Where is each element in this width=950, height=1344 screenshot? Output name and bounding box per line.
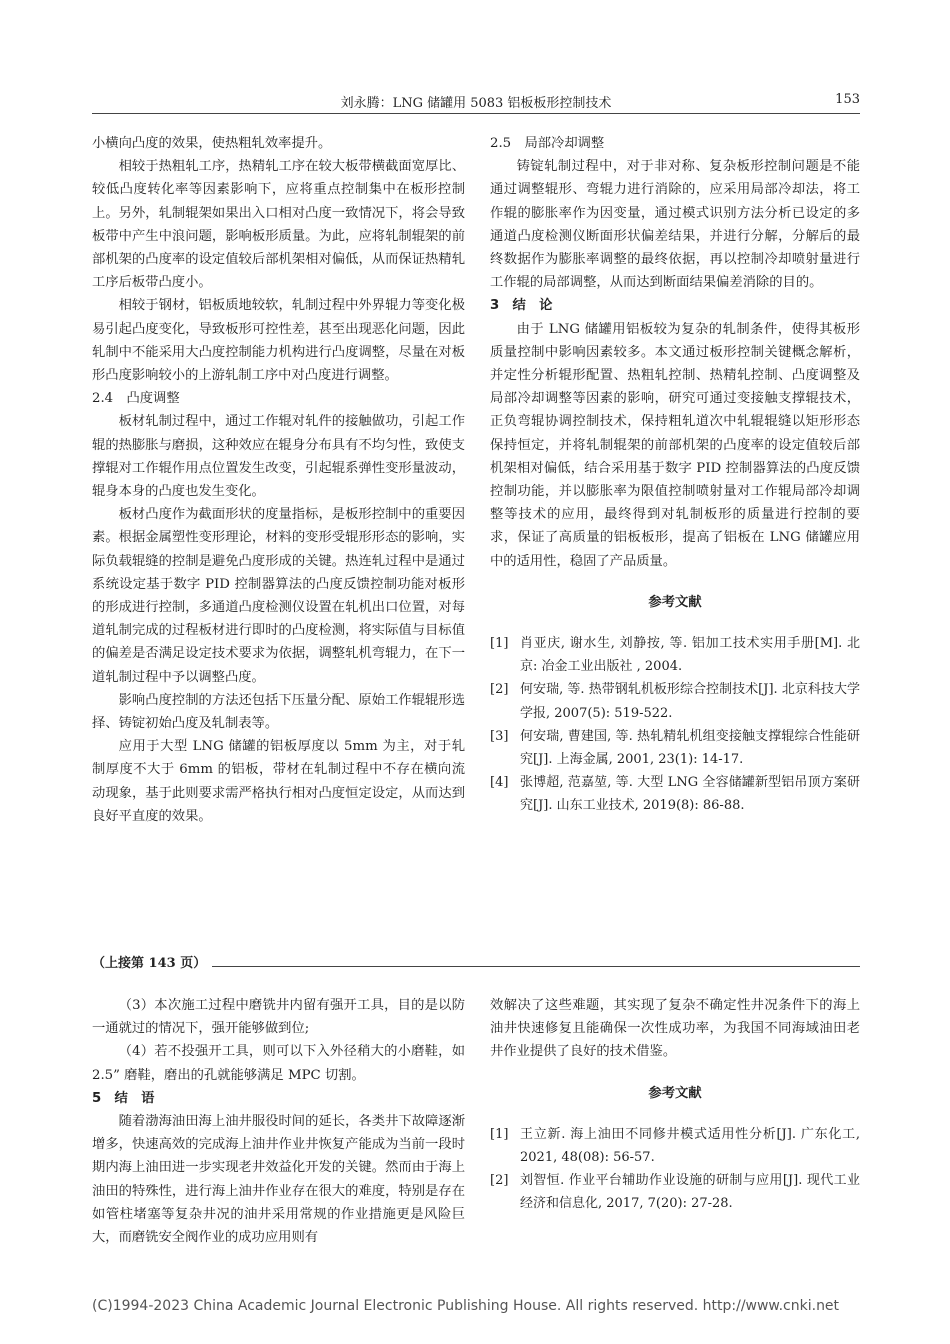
paragraph: 由于 LNG 储罐用铝板较为复杂的轧制条件，使得其板形质量控制中影响因素较多。本文通过板形控制关键概念解析，并定性分析辊形配置、热粗轧控制、热精轧控制、凸度调整及局部冷却调整等因素的影响，研究可通过变接触支撑辊技术，正负弯辊协调控制技术，保持粗轧道次中轧辊辊缝以矩形形态保持恒定，并将轧制辊架的前部机架的凸度率的设定值较后部机架相对偏低，结合采用基于数字 PID 控制器算法的凸度反馈控制功能，并以膨胀率为限值控制喷射量对工作辊局部冷却调整等技术的应用，最终得到对轧制板形的质量进行控制的要求，保证了高质量的铝板板形，提高了铝板在 LNG 储罐应用中的适用性，稳固了产品质量。 [490, 321, 860, 569]
reference-text: 张博超, 范嘉堃, 等. 大型 LNG 全容储罐新型铝吊顶方案研究[J]. 山东工业技术, 2019(8): 86-88. [520, 775, 860, 814]
reference-item [490, 725, 860, 771]
paragraph: 板材凸度作为截面形状的度量指标，是板形控制中的重要因素。根据金属塑性变形理论，材料的变形受辊形形态的影响，实际负载辊缝的控制是避免凸度形成的关键。热连轧过程中是通过系统设定基于数字 PID 控制器算法的凸度反馈控制功能对板形的形成进行控制，多通道凸度检测仪设置在轧机出口位置，对每道轧制完成的过程板材进行即时的凸度检测，将实际值与目标值的偏差是否满足设定技术要求为依据，调整轧机弯辊力，在下一道轧制过程中予以调整凸度。 [92, 507, 465, 685]
paragraph: （3）本次施工过程中磨铣井内留有强开工具，目的是以防一通就过的情况下，强开能够做到位; [92, 998, 465, 1037]
reference-text: 何安瑞, 等. 热带钢轧机板形综合控制技术[J]. 北京科技大学学报, 2007(5): 519-522. [520, 682, 860, 721]
reference-number: [2] [490, 682, 509, 698]
paragraph: 影响凸度控制的方法还包括下压量分配、原始工作辊辊形选择、铸锭初始凸度及轧制表等。 [92, 692, 465, 732]
left-column-top [92, 132, 465, 828]
references-title: 参考文献 [648, 1085, 702, 1101]
reference-text: 刘智恒. 作业平台辅助作业设施的研制与应用[J]. 现代工业经济和信息化, 2017, 7(20): 27-28. [520, 1173, 860, 1212]
continuation-rule [197, 966, 860, 967]
paragraph: 相较于热粗轧工序，热精轧工序在较大板带横截面宽厚比、较低凸度转化率等因素影响下，应将重点控制集中在板形控制上。另外，轧制辊架如果出入口相对凸度一致情况下，将会导致板带中产生中浪问题，影响板形质量。为此，应将轧制辊架的前部机架的凸度率的设定值较后部机架相对偏低，从而保证热精轧工序后板带凸度小。 [92, 159, 465, 291]
reference-text: 王立新. 海上油田不同修井模式适用性分析[J]. 广东化工, 2021, 48(08): 56-57. [520, 1126, 860, 1166]
section-heading-2-4: 2.4 凸度调整 [92, 391, 180, 407]
copyright-footer: (C)1994-2023 China Academic Journal Electronic Publishing House. All rights reserved. http://www.cnki.net [92, 1298, 840, 1314]
paragraph: 小横向凸度的效果，使热粗轧效率提升。 [92, 136, 332, 151]
running-header-title: 刘永腾：LNG 储罐用 5083 铝板板形控制技术 [340, 96, 612, 111]
paragraph: 效解决了这些难题，其实现了复杂不确定性井况条件下的海上油井快速修复且能确保一次性成功率，为我国不同海域油田老井作业提供了良好的技术借鉴。 [490, 998, 860, 1060]
right-column-bottom [490, 994, 860, 1216]
references-title: 参考文献 [648, 594, 702, 610]
reference-text: 肖亚庆, 谢水生, 刘静按, 等. 铝加工技术实用手册[M]. 北京: 冶金工业出版社 , 2004. [520, 636, 860, 675]
paragraph: 相较于钢材，铝板质地较软，轧制过程中外界辊力等变化极易引起凸度变化，导致板形可控性差，甚至出现恶化问题，因此轧制中不能采用大凸度控制能力机构进行凸度调整，尽量在对板形凸度影响较小的上游轧制工序中对凸度进行调整。 [92, 298, 465, 384]
right-column-top [490, 132, 860, 818]
running-header [92, 90, 860, 114]
paragraph: 随着渤海油田海上油井服役时间的延长，各类井下故障逐渐增多，快速高效的完成海上油井作业井恢复产能成为当前一段时期内海上油田进一步实现老井效益化开发的关键。然而由于海上油田的特殊性，进行海上油井作业存在很大的难度，特别是存在如管柱堵塞等复杂井况的油井采用常规的作业措施更是风险巨大，而磨铣安全阀作业的成功应用则有 [92, 1114, 465, 1246]
reference-number: [1] [490, 636, 509, 652]
reference-number: [3] [490, 728, 509, 744]
left-column-bottom [92, 994, 465, 1249]
section-heading-conclusion: 3 结 论 [490, 298, 553, 314]
reference-number: [1] [490, 1126, 509, 1142]
continuation-marker [92, 952, 860, 972]
page-number: 153 [835, 92, 860, 107]
reference-item [490, 1169, 860, 1215]
reference-item [490, 678, 860, 724]
paragraph: 应用于大型 LNG 储罐的铝板厚度以 5mm 为主，对于轧制厚度不大于 6mm 的铝板，带材在轧制过程中不存在横向流动现象，基于此则要求需严格执行相对凸度恒定设定，从而达到良好平直度的效果。 [92, 739, 465, 824]
continuation-label: （上接第 143 页） [92, 952, 212, 971]
reference-text: 何安瑞, 曹建国, 等. 热轧精轧机组变接触支撑辊综合性能研究[J]. 上海金属, 2001, 23(1): 14-17. [520, 728, 860, 768]
paragraph: 板材轧制过程中，通过工作辊对轧件的接触做功，引起工作辊的热膨胀与磨损，这种效应在辊身分布具有不均匀性，致使支撑辊对工作辊作用点位置发生改变，引起辊系弹性变形量波动，辊身本身的凸度也发生变化。 [92, 414, 465, 500]
reference-item [490, 1123, 860, 1169]
section-heading-5: 5 结 语 [92, 1090, 155, 1106]
section-heading-2-5: 2.5 局部冷却调整 [490, 136, 605, 151]
reference-item [490, 632, 860, 678]
paragraph: 铸锭轧制过程中，对于非对称、复杂板形控制问题是不能通过调整辊形、弯辊力进行消除的，应采用局部冷却法，将工作辊的膨胀率作为因变量，通过模式识别方法分析已设定的多通道凸度检测仪断面形状偏差结果，并进行分解，分解后的最终数据作为膨胀率调整的最终依据，再以控制冷却喷射量进行工作辊的局部调整，从而达到断面结果偏差消除的目的。 [490, 159, 860, 291]
reference-item [490, 771, 860, 817]
reference-number: [4] [490, 775, 509, 791]
reference-number: [2] [490, 1173, 509, 1189]
paragraph: （4）若不投强开工具，则可以下入外径稍大的小磨鞋，如 2.5” 磨鞋，磨出的孔就能够满足 MPC 切割。 [92, 1044, 465, 1083]
